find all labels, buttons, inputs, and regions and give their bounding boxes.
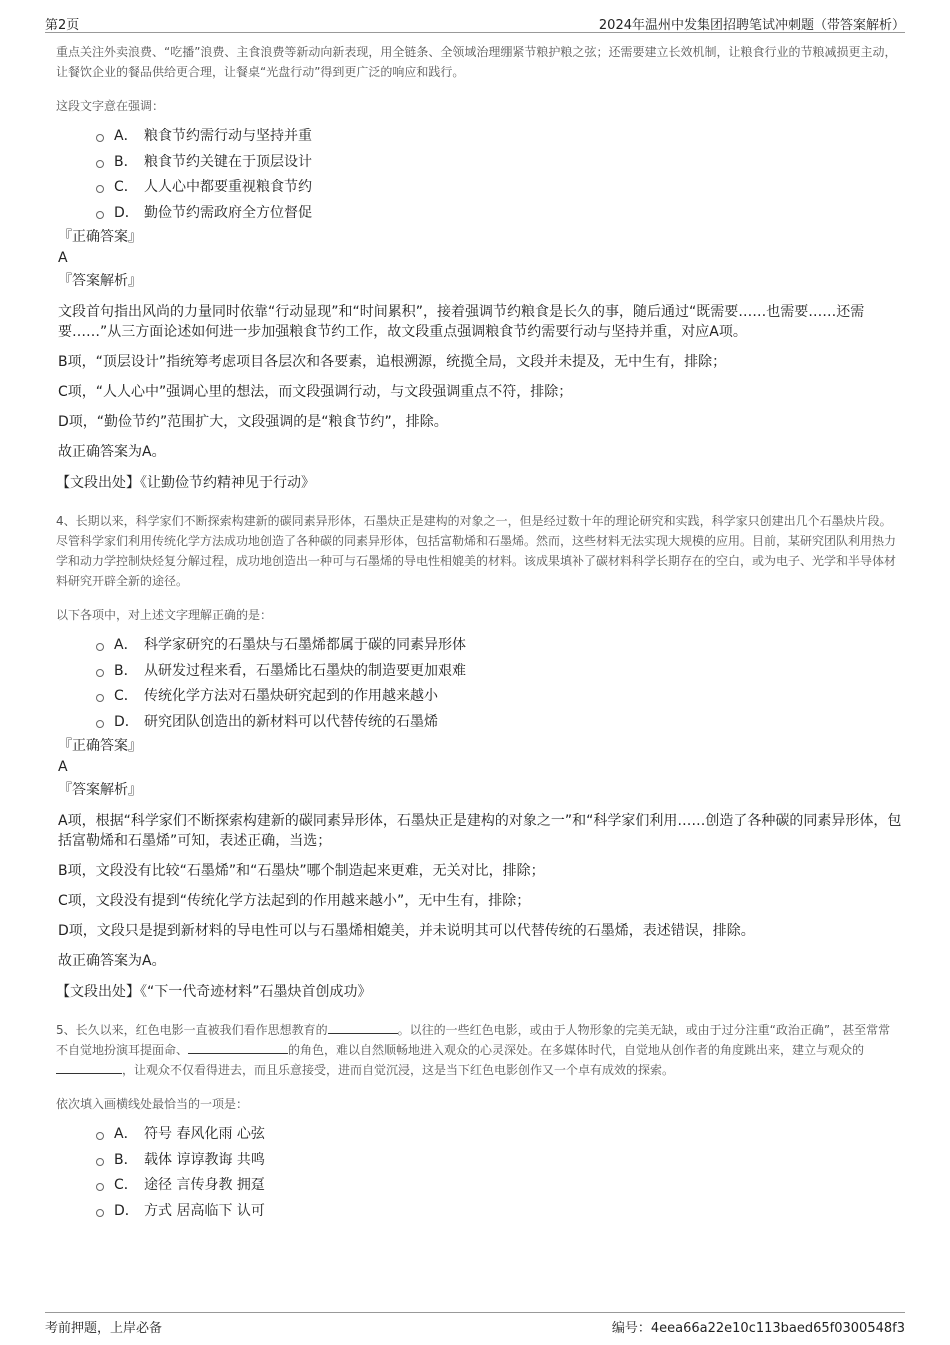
page-footer <box>45 1312 905 1335</box>
analysis-paragraph: 文段首句指出风尚的力量同时依靠“行动显现”和“时间累积”，接着强调节约粮食是长久的事，随后通过“既需要……也需要……还需要……”从三方面论述如何进一步加强粮食节约工作，故文段重点强调粮食节约需要行动与坚持并重，对应A项。 <box>58 304 865 340</box>
option-list <box>96 633 902 735</box>
radio-icon[interactable] <box>96 1183 104 1191</box>
analysis-paragraph: C项，文段没有提到“传统化学方法起到的作用越来越小”，无中生有，排除； <box>58 893 531 909</box>
option-c[interactable]: C． 人人心中都要重视粮食节约 <box>96 175 902 201</box>
radio-icon[interactable] <box>96 185 104 193</box>
page-number: 第2页 <box>45 18 80 33</box>
option-list <box>96 1122 902 1224</box>
option-b[interactable]: B． 载体 谆谆教诲 共鸣 <box>96 1148 902 1174</box>
analysis-paragraph: D项，“勤俭节约”范围扩大，文段强调的是“粮食节约”，排除。 <box>58 414 448 430</box>
answer-label: 『正确答案』 <box>58 229 142 245</box>
analysis-paragraph: B项，文段没有比较“石墨烯”和“石墨炔”哪个制造起来更难，无关对比，排除； <box>58 863 545 879</box>
fill-blank-2 <box>188 1041 288 1054</box>
analysis-paragraph: D项，文段只是提到新材料的导电性可以与石墨烯相媲美，并未说明其可以代替传统的石墨烯，表述错误，排除。 <box>58 923 755 939</box>
option-b[interactable]: B． 粮食节约关键在于顶层设计 <box>96 150 902 176</box>
analysis-paragraph: B项，“顶层设计”指统筹考虑项目各层次和各要素，追根溯源，统揽全局，文段并未提及，无中生有，排除； <box>58 354 727 370</box>
passage-source: 【文段出处】《让勤俭节约精神见于行动》 <box>56 475 315 491</box>
option-d[interactable]: D． 勤俭节约需政府全方位督促 <box>96 201 902 227</box>
question-prompt: 这段文字意在强调： <box>56 99 165 113</box>
option-c[interactable]: C． 传统化学方法对石墨炔研究起到的作用越来越小 <box>96 684 902 710</box>
fill-blank-3 <box>56 1061 122 1074</box>
option-d[interactable]: D． 研究团队创造出的新材料可以代替传统的石墨烯 <box>96 710 902 736</box>
analysis-paragraph: A项，根据“科学家们不断探索构建新的碳同素异形体，石墨炔正是建构的对象之一”和“科学家们利用……创造了各种碳的同素异形体，包括富勒烯和石墨烯”可知，表述正确，当选； <box>58 813 902 849</box>
radio-icon[interactable] <box>96 134 104 142</box>
option-a[interactable]: A． 科学家研究的石墨炔与石墨烯都属于碳的同素异形体 <box>96 633 902 659</box>
option-list <box>96 124 902 226</box>
option-a[interactable]: A． 符号 春风化雨 心弦 <box>96 1122 902 1148</box>
radio-icon[interactable] <box>96 720 104 728</box>
page-header <box>45 12 905 33</box>
question-passage: 4、长期以来，科学家们不断探索构建新的碳同素异形体，石墨炔正是建构的对象之一，但是经过数十年的理论研究和实践，科学家只创建出几个石墨炔片段。尽管科学家们利用传统化学方法成功地创造了各种碳的同素异形体，包括富勒烯和石墨烯。然而，这些材料无法实现大规模的应用。目前，某研究团队利用热力学和动力学控制炔烃复分解过程，成功地创造出一种可与石墨烯的导电性相媲美的材料。该成果填补了碳材料科学长期存在的空白，或为电子、光学和半导体材料研究开辟全新的途径。 <box>56 514 897 588</box>
answer-label: 『正确答案』 <box>58 738 142 754</box>
radio-icon[interactable] <box>96 694 104 702</box>
document-body <box>56 42 902 1224</box>
question-prompt: 以下各项中，对上述文字理解正确的是： <box>56 608 273 622</box>
question-passage: 5、长久以来，红色电影一直被我们看作思想教育的 。以往的一些红色电影，或由于人物形象的完美无缺，或由于过分注重“政治正确”，甚至常常不自觉地扮演耳提面命、 的角色，难以自然顺畅地进入观众的心灵深处。在多媒体时代，自觉地从创作者的角度跳出来，建立与观众的，让观众不仅看得进去，而且乐意接受，进而自觉沉浸，这是当下红色电影创作又一个卓有成效的探索。 <box>56 1023 891 1077</box>
question-5 <box>56 1020 902 1224</box>
analysis-label: 『答案解析』 <box>58 273 142 289</box>
document-id: 编号：4eea66a22e10c113baed65f0300548f3 <box>611 1321 905 1336</box>
answer-value: A <box>58 250 68 266</box>
analysis-conclusion: 故正确答案为A。 <box>58 444 166 460</box>
footer-slogan: 考前押题，上岸必备 <box>45 1321 163 1336</box>
analysis-conclusion: 故正确答案为A。 <box>58 953 166 969</box>
radio-icon[interactable] <box>96 643 104 651</box>
radio-icon[interactable] <box>96 1158 104 1166</box>
answer-value: A <box>58 759 68 775</box>
document-title: 2024年温州中发集团招聘笔试冲刺题（带答案解析） <box>598 18 905 33</box>
option-c[interactable]: C． 途径 言传身教 拥趸 <box>96 1173 902 1199</box>
question-3 <box>56 42 902 493</box>
question-prompt: 依次填入画横线处最恰当的一项是： <box>56 1097 249 1111</box>
passage-source: 【文段出处】《“下一代奇迹材料”石墨炔首创成功》 <box>56 984 372 1000</box>
question-4 <box>56 511 902 1002</box>
radio-icon[interactable] <box>96 160 104 168</box>
question-passage: 重点关注外卖浪费、“吃播”浪费、主食浪费等新动向新表现，用全链条、全领域治理绷紧节粮护粮之弦；还需要建立长效机制，让粮食行业的节粮减损更主动，让餐饮企业的餐品供给更合理，让餐桌“光盘行动”得到更广泛的响应和践行。 <box>56 45 897 79</box>
radio-icon[interactable] <box>96 1209 104 1217</box>
analysis-label: 『答案解析』 <box>58 782 142 798</box>
option-d[interactable]: D． 方式 居高临下 认可 <box>96 1199 902 1225</box>
radio-icon[interactable] <box>96 211 104 219</box>
option-a[interactable]: A． 粮食节约需行动与坚持并重 <box>96 124 902 150</box>
radio-icon[interactable] <box>96 669 104 677</box>
analysis-paragraph: C项，“人人心中”强调心里的想法，而文段强调行动，与文段强调重点不符，排除； <box>58 384 573 400</box>
fill-blank-1 <box>328 1021 398 1034</box>
radio-icon[interactable] <box>96 1132 104 1140</box>
option-b[interactable]: B． 从研发过程来看，石墨烯比石墨炔的制造要更加艰难 <box>96 659 902 685</box>
